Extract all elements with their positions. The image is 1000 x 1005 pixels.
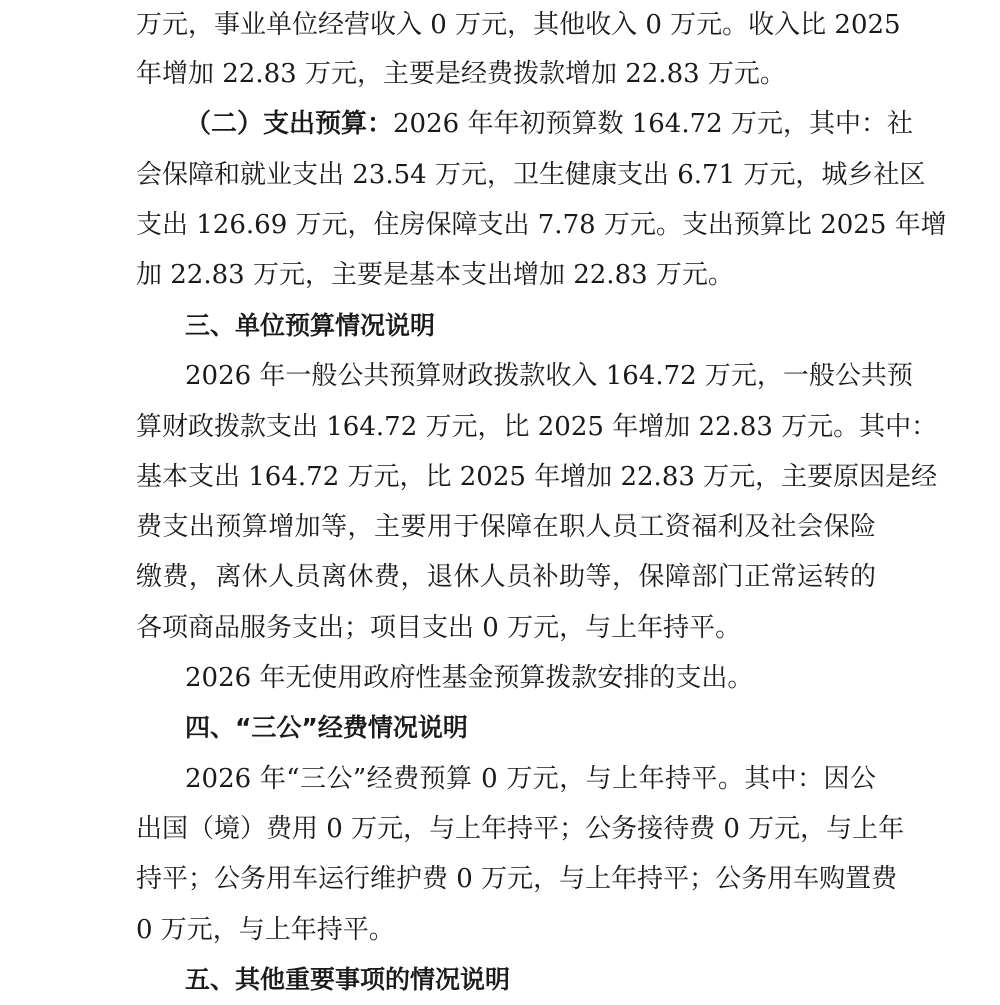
section-heading: 三、单位预算情况说明: [185, 311, 436, 340]
paragraph-line: 基本支出 164.72 万元，比 2025 年增加 22.83 万元，主要原因是经: [136, 462, 938, 492]
paragraph-line: 费支出预算增加等，主要用于保障在职人员工资福利及社会保险: [136, 512, 876, 542]
paragraph-line: 支出 126.69 万元，住房保障支出 7.78 万元。支出预算比 2025 年增: [136, 210, 947, 240]
expenditure-budget-line: [185, 99, 913, 149]
paragraph-line: 2026 年“三公”经费预算 0 万元，与上年持平。其中：因公: [185, 764, 876, 794]
paragraph-line: 持平；公务用车运行维护费 0 万元，与上年持平；公务用车购置费: [136, 864, 898, 894]
paragraph-line: 缴费，离休人员离休费，退休人员补助等，保障部门正常运转的: [136, 562, 876, 592]
subheading-prefix: （二）支出预算：: [185, 109, 394, 139]
paragraph-line: 年增加 22.83 万元，主要是经费拨款增加 22.83 万元。: [136, 59, 786, 89]
paragraph-line: 会保障和就业支出 23.54 万元，卫生健康支出 6.71 万元，城乡社区: [136, 160, 926, 190]
paragraph-text: 2026 年年初预算数 164.72 万元，其中：社: [393, 109, 913, 139]
paragraph-line: 各项商品服务支出；项目支出 0 万元，与上年持平。: [136, 613, 742, 643]
paragraph-line: 加 22.83 万元，主要是基本支出增加 22.83 万元。: [136, 260, 734, 290]
paragraph-line: 万元，事业单位经营收入 0 万元，其他收入 0 万元。收入比 2025: [136, 10, 901, 40]
section-heading: 五、其他重要事项的情况说明: [185, 965, 511, 994]
paragraph-line: 算财政拨款支出 164.72 万元，比 2025 年增加 22.83 万元。其中：: [136, 412, 938, 442]
paragraph-line: 2026 年无使用政府性基金预算拨款安排的支出。: [185, 663, 754, 693]
paragraph-line: 0 万元，与上年持平。: [136, 915, 395, 945]
paragraph-line: 出国（境）费用 0 万元，与上年持平；公务接待费 0 万元，与上年: [136, 814, 905, 844]
section-heading: 四、“三公”经费情况说明: [185, 713, 468, 742]
paragraph-line: 2026 年一般公共预算财政拨款收入 164.72 万元，一般公共预: [185, 361, 913, 391]
